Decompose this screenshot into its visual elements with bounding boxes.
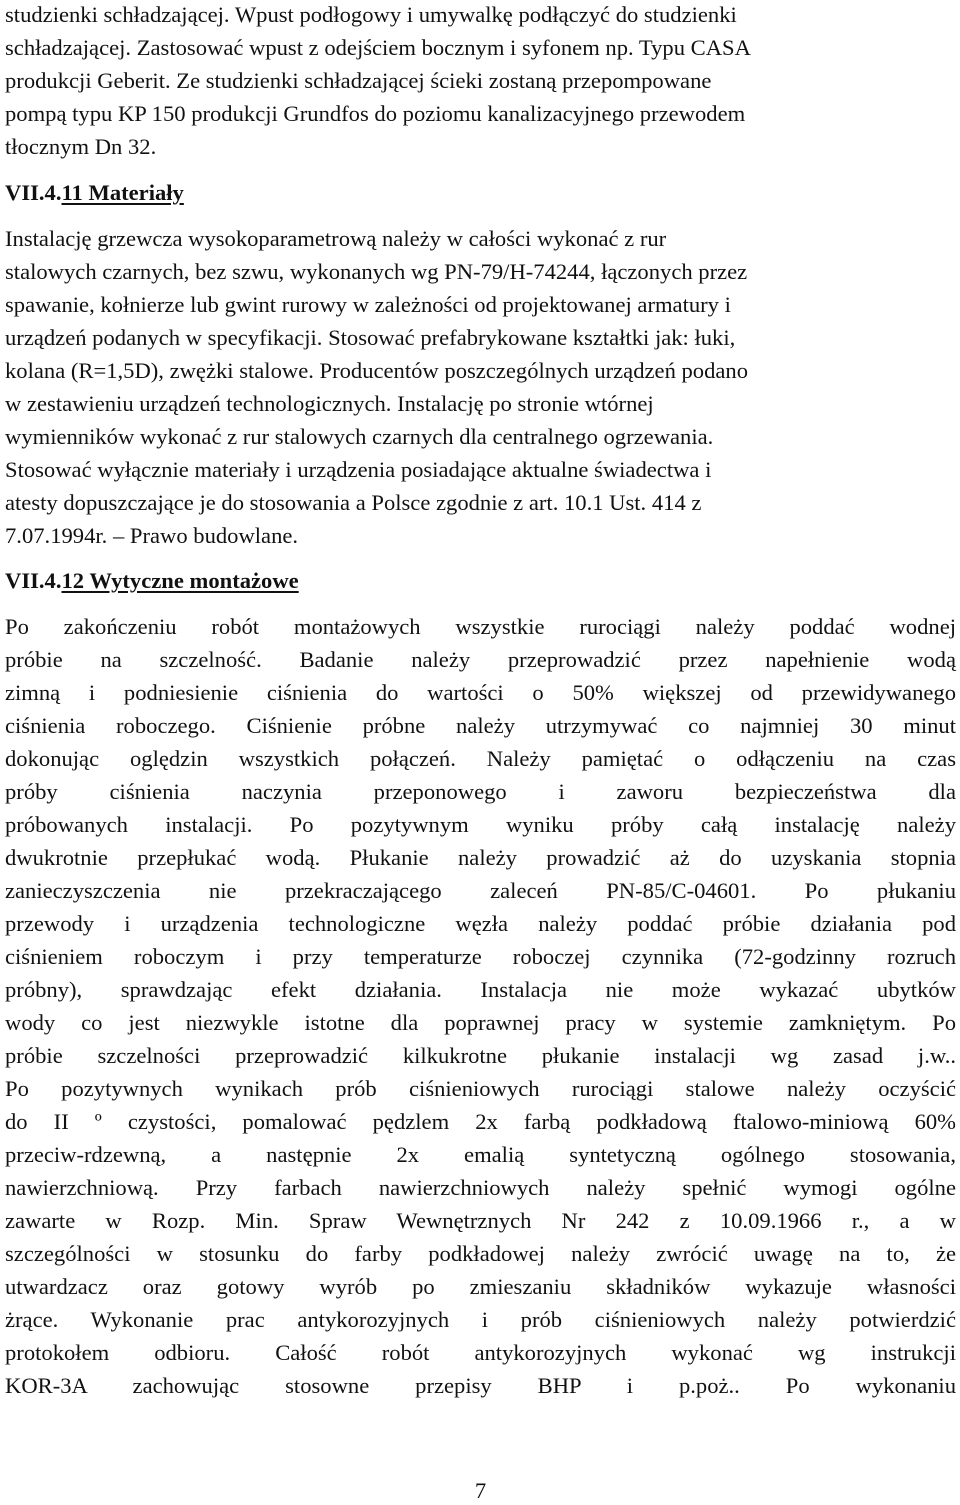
section-heading-materials — [5, 182, 184, 205]
body-line: Po pozytywnych wynikach prób ciśnieniowych rurociągi stalowe należy oczyścić — [5, 1076, 956, 1101]
body-line: próby ciśnienia naczynia przeponowego i zaworu bezpieczeństwa dla — [5, 779, 956, 804]
body-line: żrące. Wykonanie prac antykorozyjnych i prób ciśnieniowych należy potwierdzić — [5, 1307, 956, 1332]
body-line: w zestawieniu urządzeń technologicznych. Instalację po stronie wtórnej — [5, 391, 654, 416]
section-heading-installation — [5, 570, 299, 593]
body-line: atesty dopuszczające je do stosowania a Polsce zgodnie z art. 10.1 Ust. 414 z — [5, 490, 702, 515]
body-line: Po zakończeniu robót montażowych wszystkie rurociągi należy poddać wodnej — [5, 614, 956, 639]
body-line: wody co jest niezwykle istotne dla poprawnej pracy w systemie zamkniętym. Po — [5, 1010, 956, 1035]
body-line: stalowych czarnych, bez szwu, wykonanych wg PN-79/H-74244, łączonych przez — [5, 259, 748, 284]
body-line: utwardzacz oraz gotowy wyrób po zmieszaniu składników wykazuje własności — [5, 1274, 956, 1299]
body-line: dwukrotnie przepłukać wodą. Płukanie należy prowadzić aż do uzyskania stopnia — [5, 845, 956, 870]
body-line: zimną i podniesienie ciśnienia do wartości o 50% większej od przewidywanego — [5, 680, 956, 705]
body-line: szczególności w stosunku do farby podkładowej należy zwrócić uwagę na to, że — [5, 1241, 956, 1266]
body-line: dokonując oględzin wszystkich połączeń. Należy pamiętać o odłączeniu na czas — [5, 746, 956, 771]
intro-line: tłocznym Dn 32. — [5, 134, 157, 159]
body-line: protokołem odbioru. Całość robót antykorozyjnych wykonać wg instrukcji — [5, 1340, 956, 1365]
body-line: ciśnieniem roboczym i przy temperaturze roboczej czynnika (72-godzinny rozruch — [5, 944, 956, 969]
body-line: zawarte w Rozp. Min. Spraw Wewnętrznych Nr 242 z 10.09.1966 r., a w — [5, 1208, 956, 1233]
body-line: wymienników wykonać z rur stalowych czarnych dla centralnego ogrzewania. — [5, 424, 714, 449]
body-line: spawanie, kołnierze lub gwint rurowy w zależności od projektowanej armatury i — [5, 292, 731, 317]
body-line: 7.07.1994r. – Prawo budowlane. — [5, 523, 299, 548]
body-line: kolana (R=1,5D), zwężki stalowe. Producentów poszczególnych urządzeń podano — [5, 358, 749, 383]
section-number: VII.4. — [5, 568, 62, 593]
intro-line: pompą typu KP 150 produkcji Grundfos do poziomu kanalizacyjnego przewodem — [5, 101, 746, 126]
body-line: nawierzchniową. Przy farbach nawierzchniowych należy spełnić wymogi ogólne — [5, 1175, 956, 1200]
body-line: próbie na szczelność. Badanie należy przeprowadzić przez napełnienie wodą — [5, 647, 956, 672]
body-line: urządzeń podanych w specyfikacji. Stosować prefabrykowane kształtki jak: łuki, — [5, 325, 736, 350]
body-line: próbowanych instalacji. Po pozytywnym wyniku próby całą instalację należy — [5, 812, 956, 837]
body-line: próbny), sprawdzając efekt działania. Instalacja nie może wykazać ubytków — [5, 977, 956, 1002]
section-number: VII.4. — [5, 180, 62, 205]
document-page — [5, 0, 956, 1505]
section-title: 11 Materiały — [61, 180, 184, 205]
intro-line: schładzającej. Zastosować wpust z odejściem bocznym i syfonem np. Typu CASA — [5, 35, 751, 60]
body-line: przeciw-rdzewną, a następnie 2x emalią syntetyczną ogólnego stosowania, — [5, 1142, 956, 1167]
intro-line: studzienki schładzającej. Wpust podłogowy i umywalkę podłączyć do studzienki — [5, 2, 737, 27]
body-line: Stosować wyłącznie materiały i urządzenia posiadające aktualne świadectwa i — [5, 457, 712, 482]
intro-line: produkcji Geberit. Ze studzienki schładzającej ścieki zostaną przepompowane — [5, 68, 712, 93]
body-line: próbie szczelności przeprowadzić kilkukrotne płukanie instalacji wg zasad j.w.. — [5, 1043, 956, 1068]
body-line: Instalację grzewcza wysokoparametrową należy w całości wykonać z rur — [5, 226, 667, 251]
body-line: KOR-3A zachowując stosowne przepisy BHP i p.poż.. Po wykonaniu — [5, 1373, 956, 1398]
body-line: do II º czystości, pomalować pędzlem 2x farbą podkładową ftalowo-miniową 60% — [5, 1109, 956, 1134]
body-line: zanieczyszczenia nie przekraczającego zaleceń PN-85/C-04601. Po płukaniu — [5, 878, 956, 903]
body-line: ciśnienia roboczego. Ciśnienie próbne należy utrzymywać co najmniej 30 minut — [5, 713, 956, 738]
body-line: przewody i urządzenia technologiczne węzła należy poddać próbie działania pod — [5, 911, 956, 936]
page-number: 7 — [474, 1478, 487, 1503]
section-title: 12 Wytyczne montażowe — [61, 568, 299, 593]
